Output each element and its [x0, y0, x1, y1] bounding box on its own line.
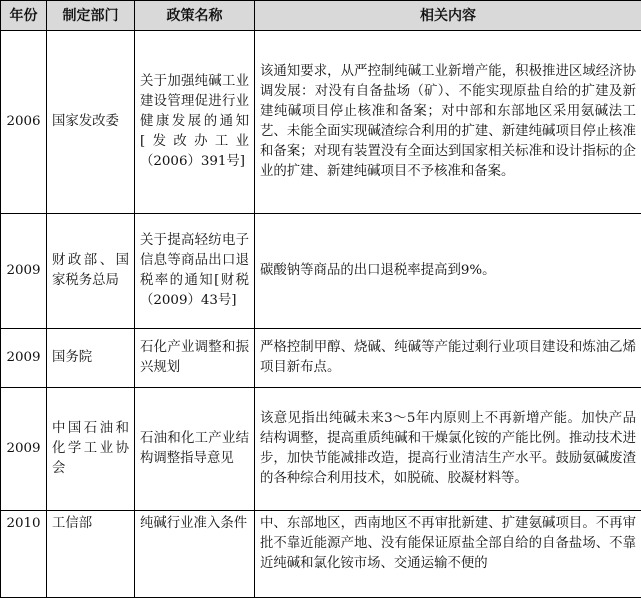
cell-policy-name: 纯碱行业准入条件 [135, 511, 255, 598]
cell-policy-name: 关于提高轻纺电子信息等商品出口退税率的通知[财税（2009）43号] [135, 214, 255, 329]
cell-content: 该意见指出纯碱未来3～5年内原则上不再新增产能。加快产品结构调整，提高重质纯碱和干燥氯化铵的产能比例。推动技术进步，加快节能减排改造，提高行业清洁生产水平。鼓励氨碱废渣的各种综合利用技术，如脱硫、胶凝材料等。 [255, 388, 641, 511]
cell-dept: 财政部、国家税务总局 [47, 214, 135, 329]
cell-policy-name: 石化产业调整和振兴规划 [135, 329, 255, 388]
cell-year: 2009 [1, 329, 47, 388]
cell-dept: 国家发改委 [47, 31, 135, 214]
table-row [1, 511, 641, 598]
header-year: 年份 [1, 1, 47, 31]
table-row [1, 31, 641, 214]
header-dept: 制定部门 [47, 1, 135, 31]
cell-dept: 工信部 [47, 511, 135, 598]
cell-policy-name: 石油和化工产业结构调整指导意见 [135, 388, 255, 511]
cell-dept: 中国石油和化学工业协会 [47, 388, 135, 511]
header-row [1, 1, 641, 31]
table-row [1, 388, 641, 511]
header-content: 相关内容 [255, 1, 641, 31]
header-policy-name: 政策名称 [135, 1, 255, 31]
cell-year: 2009 [1, 388, 47, 511]
cell-year: 2009 [1, 214, 47, 329]
cell-content: 中、东部地区，西南地区不再审批新建、扩建氨碱项目。不再审批不靠近能源产地、没有能保证原盐全部自给的自备盐场、不靠近纯碱和氯化铵市场、交通运输不便的 [255, 511, 641, 598]
cell-policy-name: 关于加强纯碱工业建设管理促进行业健康发展的通知[发改办工业（2006）391号] [135, 31, 255, 214]
cell-content: 碳酸钠等商品的出口退税率提高到9%。 [255, 214, 641, 329]
cell-content: 严格控制甲醇、烧碱、纯碱等产能过剩行业项目建设和炼油乙烯项目新布点。 [255, 329, 641, 388]
table-row [1, 214, 641, 329]
cell-content: 该通知要求，从严控制纯碱工业新增产能，积极推进区域经济协调发展：对没有自备盐场（矿）、不能实现原盐自给的扩建及新建纯碱项目停止核准和备案；对中部和东部地区采用氨碱法工艺、未能全面实现碱渣综合利用的扩建、新建纯碱项目停止核准和备案；对现有装置没有全面达到国家相关标准和设计指标的企业的扩建、新建纯碱项目不予核准和备案。 [255, 31, 641, 214]
cell-year: 2010 [1, 511, 47, 598]
table-row [1, 329, 641, 388]
cell-dept: 国务院 [47, 329, 135, 388]
cell-year: 2006 [1, 31, 47, 214]
